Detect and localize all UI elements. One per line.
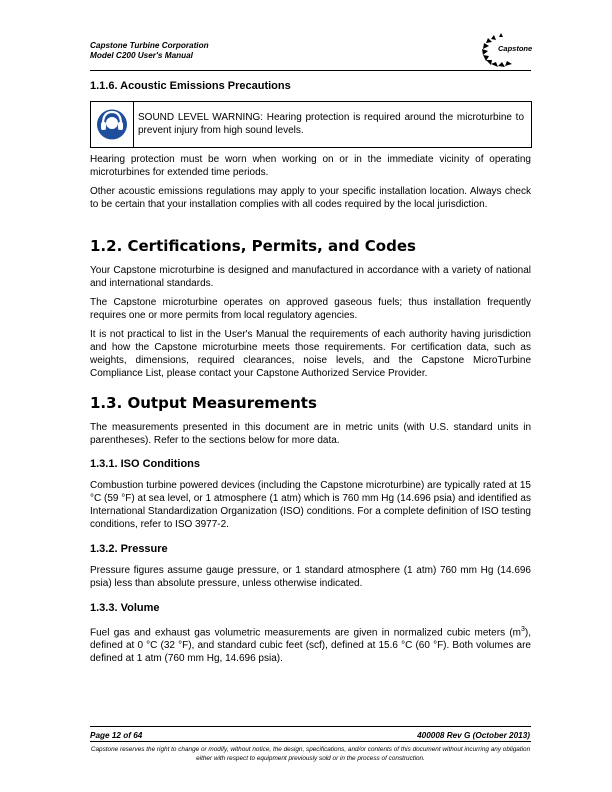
- hearing-protection-icon: [91, 102, 133, 147]
- logo-wordmark: Capstone: [498, 44, 533, 53]
- s12-paragraph-1: Your Capstone microturbine is designed and manufactured in accordance with a variety of national and international standards.: [90, 265, 531, 289]
- section-1-3-3-title: 1.3.3. Volume: [90, 602, 160, 614]
- footer-rule: [90, 726, 531, 727]
- section-1-1-6-title: 1.1.6. Acoustic Emissions Precautions: [90, 80, 291, 92]
- footer-disclaimer: Capstone reserves the right to change or modify, without notice, the design, specifications, and/or contents of this document without incurring any obligation either with respect to equipment previously sold or in the process of construction.: [90, 746, 531, 762]
- s116-paragraph-1: Hearing protection must be worn when working on or in the immediate vicinity of operating microturbines for extended time periods.: [90, 154, 531, 178]
- s13-paragraph-1: The measurements presented in this document are in metric units (with U.S. standard units in parentheses). Refer to the sections below for more data.: [90, 422, 531, 446]
- s131-paragraph-1: Combustion turbine powered devices (including the Capstone microturbine) are typically rated at 15 °C (59 °F) at sea level, or 1 atmosphere (1 atm) which is 760 mm Hg (14.696 psia) and identified as International Standardization Organization (ISO) conditions. For a complete definition of ISO testing conditions, refer to ISO 3977-2.: [90, 480, 531, 530]
- s116-paragraph-2: Other acoustic emissions regulations may apply to your specific installation location. Always check to be certain that your installation complies with all codes required by the local jurisdiction.: [90, 186, 531, 210]
- sound-warning-text: SOUND LEVEL WARNING: Hearing protection is required around the microturbine to prevent injury from high sound levels.: [138, 112, 524, 136]
- s133-paragraph-1: [90, 623, 531, 665]
- header-manual: Model C200 User's Manual: [90, 51, 193, 60]
- section-1-3-title: 1.3. Output Measurements: [90, 394, 317, 412]
- section-1-2-title: 1.2. Certifications, Permits, and Codes: [90, 237, 416, 255]
- footer-rule-2: [90, 741, 531, 742]
- header-rule: [90, 70, 531, 71]
- section-1-3-2-title: 1.3.2. Pressure: [90, 543, 168, 555]
- sound-warning-box: [90, 101, 532, 148]
- s133-text-a: Fuel gas and exhaust gas volumetric measurements are given in normalized cubic meters (m: [90, 627, 521, 639]
- header-company: Capstone Turbine Corporation: [90, 41, 209, 50]
- footer-page-number: Page 12 of 64: [90, 731, 143, 740]
- s132-paragraph-1: Pressure figures assume gauge pressure, or 1 standard atmosphere (1 atm) 760 mm Hg (14.696 psia) less than absolute pressure, unless otherwise indicated.: [90, 565, 531, 589]
- s133-superscript: 3: [520, 626, 525, 633]
- footer-doc-number: 400008 Rev G (October 2013): [417, 731, 530, 740]
- section-1-3-1-title: 1.3.1. ISO Conditions: [90, 458, 201, 470]
- warning-icon-cell: [91, 102, 134, 147]
- s12-paragraph-2: The Capstone microturbine operates on approved gaseous fuels; thus installation frequently requires one or more permits from local regulatory agencies.: [90, 297, 531, 321]
- s12-paragraph-3: It is not practical to list in the User's Manual the requirements of each authority having jurisdiction and how the Capstone microturbine meets those requirements. For certification data, such as weights, dimensions, required clearances, noise levels, and the Capstone MicroTurbine Compliance List, please contact your Capstone Authorized Service Provider.: [90, 329, 531, 379]
- s133-text-b: ), defined at 0 °C (32 °F), and standard cubic feet (scf), defined at 15.6 °C (60 °F). Both volumes are defined at 1 atm (760 mm Hg, 14.696 psia).: [90, 627, 531, 665]
